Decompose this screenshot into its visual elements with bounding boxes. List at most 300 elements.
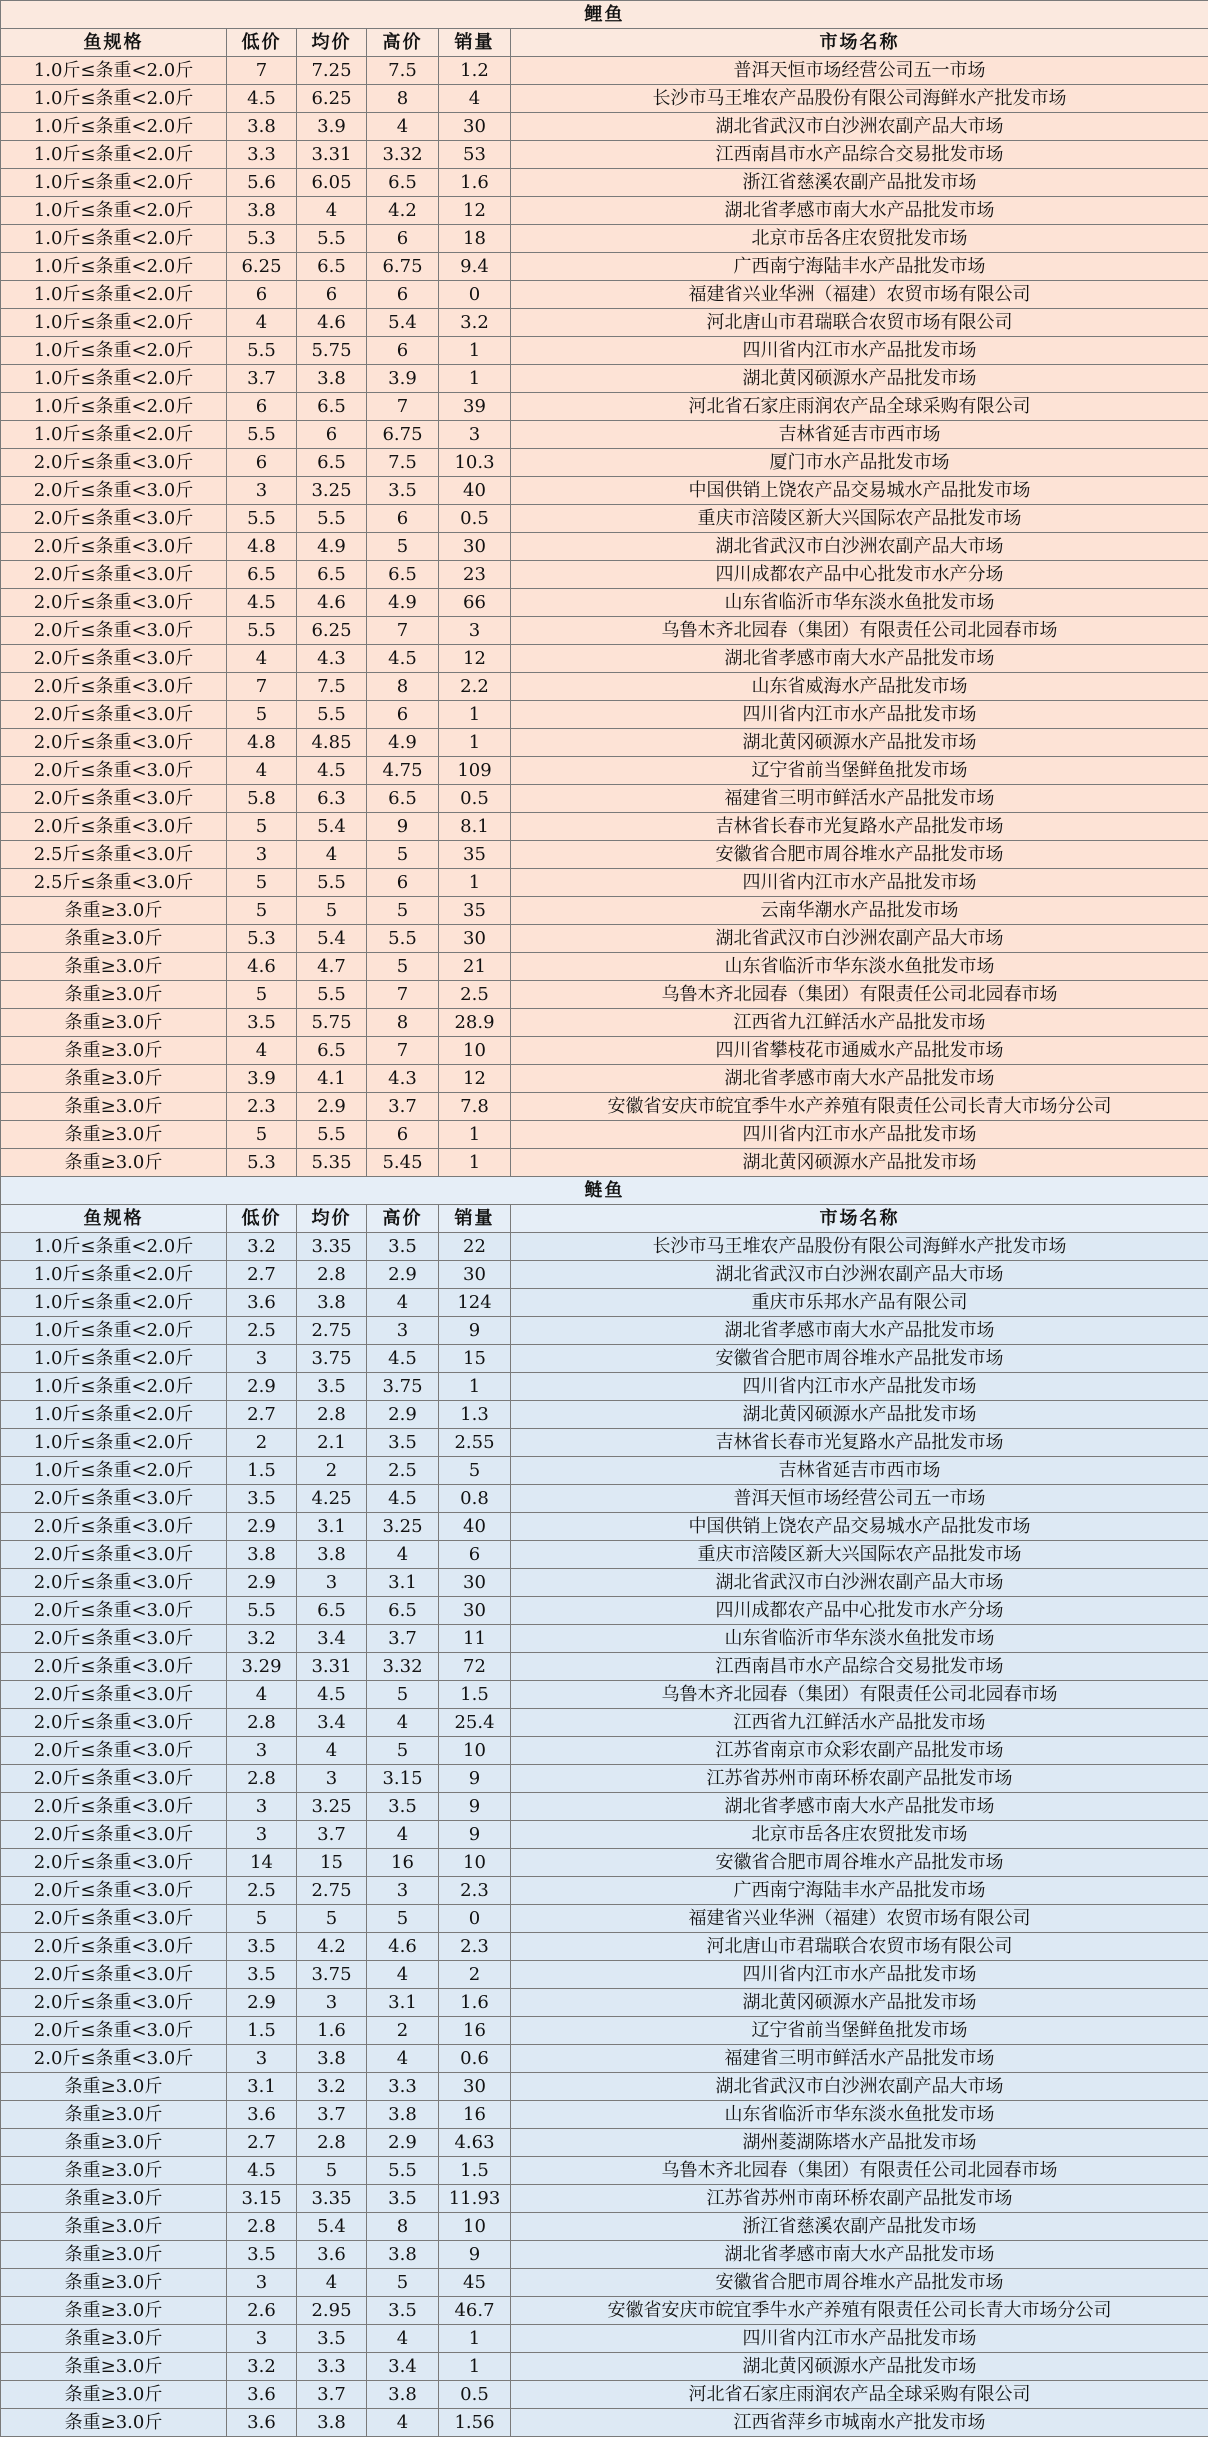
low-price-cell: 3.5: [227, 1933, 297, 1961]
high-price-cell: 3.5: [367, 477, 439, 505]
high-price-cell: 6: [367, 505, 439, 533]
volume-cell: 9: [439, 1793, 511, 1821]
low-price-cell: 3: [227, 1345, 297, 1373]
volume-cell: 3.2: [439, 309, 511, 337]
volume-cell: 1.56: [439, 2409, 511, 2437]
spec-cell: 条重≥3.0斤: [1, 897, 227, 925]
high-price-cell: 4.5: [367, 1485, 439, 1513]
market-name-cell: 湖北黄冈硕源水产品批发市场: [511, 729, 1208, 757]
low-price-cell: 3.8: [227, 113, 297, 141]
volume-cell: 9: [439, 1317, 511, 1345]
spec-cell: 2.0斤≤条重<3.0斤: [1, 701, 227, 729]
table-row: [1, 1261, 1208, 1289]
high-price-cell: 3.3: [367, 2073, 439, 2101]
volume-cell: 9.4: [439, 253, 511, 281]
volume-cell: 46.7: [439, 2297, 511, 2325]
spec-cell: 条重≥3.0斤: [1, 1149, 227, 1177]
spec-cell: 2.0斤≤条重<3.0斤: [1, 617, 227, 645]
spec-cell: 2.0斤≤条重<3.0斤: [1, 813, 227, 841]
market-name-cell: 安徽省合肥市周谷堆水产品批发市场: [511, 1345, 1208, 1373]
table-row: [1, 701, 1208, 729]
volume-cell: 12: [439, 645, 511, 673]
header-row: [1, 1205, 1208, 1233]
spec-cell: 条重≥3.0斤: [1, 2185, 227, 2213]
volume-cell: 66: [439, 589, 511, 617]
table-row: [1, 197, 1208, 225]
spec-cell: 1.0斤≤条重<2.0斤: [1, 253, 227, 281]
market-name-cell: 湖北省孝感市南大水产品批发市场: [511, 1793, 1208, 1821]
low-price-cell: 6.5: [227, 561, 297, 589]
high-price-cell: 3.75: [367, 1373, 439, 1401]
high-price-cell: 3.1: [367, 1989, 439, 2017]
high-price-cell: 7.5: [367, 57, 439, 85]
spec-cell: 1.0斤≤条重<2.0斤: [1, 309, 227, 337]
high-price-cell: 3.8: [367, 2241, 439, 2269]
low-price-cell: 7: [227, 57, 297, 85]
high-price-cell: 5.5: [367, 925, 439, 953]
avg-price-cell: 3.35: [297, 1233, 367, 1261]
market-name-cell: 浙江省慈溪农副产品批发市场: [511, 169, 1208, 197]
high-price-cell: 5: [367, 1737, 439, 1765]
market-name-cell: 乌鲁木齐北园春（集团）有限责任公司北园春市场: [511, 2157, 1208, 2185]
table-row: [1, 645, 1208, 673]
avg-price-cell: 4.3: [297, 645, 367, 673]
low-price-cell: 5.3: [227, 1149, 297, 1177]
table-row: [1, 841, 1208, 869]
low-price-cell: 6: [227, 281, 297, 309]
avg-price-cell: 3.5: [297, 2325, 367, 2353]
low-price-cell: 3: [227, 477, 297, 505]
high-price-cell: 5.45: [367, 1149, 439, 1177]
avg-price-cell: 5.5: [297, 701, 367, 729]
spec-header: 鱼规格: [1, 29, 227, 57]
high-price-cell: 4: [367, 2045, 439, 2073]
low-price-cell: 2.6: [227, 2297, 297, 2325]
high-price-cell: 7.5: [367, 449, 439, 477]
high-price-cell: 5: [367, 1681, 439, 1709]
high-price-cell: 7: [367, 1037, 439, 1065]
spec-cell: 2.0斤≤条重<3.0斤: [1, 1653, 227, 1681]
high-price-cell: 3.7: [367, 1625, 439, 1653]
avg-price-cell: 6.05: [297, 169, 367, 197]
high-price-cell: 6.5: [367, 561, 439, 589]
market-name-cell: 湖北省武汉市白沙洲农副产品大市场: [511, 1261, 1208, 1289]
avg-price-cell: 6.5: [297, 393, 367, 421]
low-price-cell: 7: [227, 673, 297, 701]
low-price-cell: 3.7: [227, 365, 297, 393]
table-row: [1, 589, 1208, 617]
high-price-header: 高价: [367, 29, 439, 57]
table-row: [1, 113, 1208, 141]
avg-price-cell: 5.5: [297, 505, 367, 533]
volume-cell: 2.5: [439, 981, 511, 1009]
table-row: [1, 1765, 1208, 1793]
market-name-cell: 湖州菱湖陈塔水产品批发市场: [511, 2129, 1208, 2157]
low-price-cell: 3.5: [227, 1961, 297, 1989]
low-price-cell: 4.5: [227, 589, 297, 617]
spec-cell: 条重≥3.0斤: [1, 1093, 227, 1121]
spec-cell: 1.0斤≤条重<2.0斤: [1, 141, 227, 169]
avg-price-cell: 3.75: [297, 1345, 367, 1373]
avg-price-cell: 6.3: [297, 785, 367, 813]
spec-cell: 条重≥3.0斤: [1, 2241, 227, 2269]
low-price-cell: 5.3: [227, 925, 297, 953]
low-price-cell: 4: [227, 309, 297, 337]
market-name-cell: 吉林省长春市光复路水产品批发市场: [511, 813, 1208, 841]
spec-cell: 条重≥3.0斤: [1, 1009, 227, 1037]
table-row: [1, 785, 1208, 813]
spec-cell: 2.0斤≤条重<3.0斤: [1, 1933, 227, 1961]
volume-cell: 0: [439, 281, 511, 309]
spec-cell: 2.5斤≤条重<3.0斤: [1, 869, 227, 897]
table-row: [1, 2297, 1208, 2325]
volume-cell: 30: [439, 1569, 511, 1597]
market-name-header: 市场名称: [511, 29, 1208, 57]
table-row: [1, 1093, 1208, 1121]
volume-cell: 1.6: [439, 1989, 511, 2017]
spec-cell: 2.0斤≤条重<3.0斤: [1, 505, 227, 533]
high-price-cell: 3.5: [367, 2185, 439, 2213]
low-price-header: 低价: [227, 29, 297, 57]
spec-cell: 2.0斤≤条重<3.0斤: [1, 1793, 227, 1821]
market-name-cell: 湖北省孝感市南大水产品批发市场: [511, 1065, 1208, 1093]
high-price-cell: 4.9: [367, 729, 439, 757]
low-price-cell: 2: [227, 1429, 297, 1457]
avg-price-cell: 3.1: [297, 1513, 367, 1541]
volume-cell: 28.9: [439, 1009, 511, 1037]
low-price-cell: 4.8: [227, 533, 297, 561]
high-price-cell: 4.6: [367, 1933, 439, 1961]
table-row: [1, 57, 1208, 85]
spec-cell: 条重≥3.0斤: [1, 2073, 227, 2101]
volume-cell: 1.2: [439, 57, 511, 85]
low-price-cell: 3: [227, 1737, 297, 1765]
low-price-cell: 5.5: [227, 617, 297, 645]
low-price-cell: 3.6: [227, 2409, 297, 2437]
market-name-cell: 吉林省延吉市西市场: [511, 421, 1208, 449]
volume-cell: 1: [439, 1121, 511, 1149]
market-name-cell: 湖北黄冈硕源水产品批发市场: [511, 1401, 1208, 1429]
table-row: [1, 2353, 1208, 2381]
high-price-cell: 6: [367, 337, 439, 365]
spec-cell: 2.0斤≤条重<3.0斤: [1, 1709, 227, 1737]
high-price-cell: 3.5: [367, 2297, 439, 2325]
low-price-cell: 2.7: [227, 1261, 297, 1289]
market-name-header: 市场名称: [511, 1205, 1208, 1233]
low-price-cell: 3.2: [227, 1233, 297, 1261]
low-price-cell: 14: [227, 1849, 297, 1877]
high-price-cell: 8: [367, 85, 439, 113]
avg-price-cell: 4.25: [297, 1485, 367, 1513]
market-name-cell: 北京市岳各庄农贸批发市场: [511, 225, 1208, 253]
low-price-cell: 4: [227, 1037, 297, 1065]
table-row: [1, 253, 1208, 281]
volume-cell: 12: [439, 1065, 511, 1093]
market-name-cell: 江西南昌市水产品综合交易批发市场: [511, 1653, 1208, 1681]
table-row: [1, 1681, 1208, 1709]
volume-cell: 30: [439, 925, 511, 953]
volume-cell: 23: [439, 561, 511, 589]
table-row: [1, 2129, 1208, 2157]
market-name-cell: 江西南昌市水产品综合交易批发市场: [511, 141, 1208, 169]
low-price-cell: 5: [227, 981, 297, 1009]
avg-price-cell: 7.5: [297, 673, 367, 701]
high-price-cell: 4: [367, 1961, 439, 1989]
avg-price-cell: 5.75: [297, 337, 367, 365]
avg-price-cell: 4.6: [297, 589, 367, 617]
low-price-cell: 2.3: [227, 1093, 297, 1121]
silver-carp-section: [1, 1177, 1208, 2437]
avg-price-cell: 3.8: [297, 2045, 367, 2073]
volume-cell: 30: [439, 533, 511, 561]
market-name-cell: 四川省内江市水产品批发市场: [511, 1121, 1208, 1149]
avg-price-cell: 3.31: [297, 1653, 367, 1681]
high-price-cell: 6.5: [367, 1597, 439, 1625]
high-price-cell: 6.75: [367, 421, 439, 449]
table-row: [1, 281, 1208, 309]
avg-price-cell: 3.4: [297, 1709, 367, 1737]
low-price-cell: 3: [227, 1793, 297, 1821]
volume-cell: 9: [439, 1821, 511, 1849]
low-price-cell: 5.8: [227, 785, 297, 813]
table-row: [1, 1989, 1208, 2017]
market-name-cell: 湖北省武汉市白沙洲农副产品大市场: [511, 1569, 1208, 1597]
low-price-cell: 5.5: [227, 1597, 297, 1625]
volume-header: 销量: [439, 29, 511, 57]
table-row: [1, 1065, 1208, 1093]
low-price-cell: 5: [227, 869, 297, 897]
avg-price-cell: 15: [297, 1849, 367, 1877]
volume-cell: 1: [439, 729, 511, 757]
table-row: [1, 729, 1208, 757]
spec-cell: 2.0斤≤条重<3.0斤: [1, 1681, 227, 1709]
market-name-cell: 四川省内江市水产品批发市场: [511, 2325, 1208, 2353]
table-row: [1, 309, 1208, 337]
spec-cell: 1.0斤≤条重<2.0斤: [1, 1233, 227, 1261]
market-name-cell: 重庆市涪陵区新大兴国际农产品批发市场: [511, 1541, 1208, 1569]
avg-price-cell: 4.9: [297, 533, 367, 561]
volume-cell: 18: [439, 225, 511, 253]
avg-price-cell: 3.9: [297, 113, 367, 141]
table-row: [1, 365, 1208, 393]
table-row: [1, 757, 1208, 785]
volume-cell: 35: [439, 897, 511, 925]
market-name-cell: 湖北黄冈硕源水产品批发市场: [511, 2353, 1208, 2381]
volume-cell: 10.3: [439, 449, 511, 477]
spec-cell: 2.0斤≤条重<3.0斤: [1, 1569, 227, 1597]
avg-price-cell: 3.6: [297, 2241, 367, 2269]
high-price-cell: 3.9: [367, 365, 439, 393]
table-row: [1, 1009, 1208, 1037]
table-row: [1, 2045, 1208, 2073]
low-price-cell: 2.5: [227, 1317, 297, 1345]
volume-cell: 1: [439, 337, 511, 365]
table-row: [1, 1457, 1208, 1485]
high-price-cell: 5: [367, 953, 439, 981]
volume-cell: 2.2: [439, 673, 511, 701]
low-price-cell: 2.9: [227, 1373, 297, 1401]
high-price-cell: 2.9: [367, 2129, 439, 2157]
avg-price-cell: 4.1: [297, 1065, 367, 1093]
market-name-cell: 江苏省苏州市南环桥农副产品批发市场: [511, 2185, 1208, 2213]
avg-price-cell: 2.8: [297, 1401, 367, 1429]
volume-cell: 2: [439, 1961, 511, 1989]
spec-cell: 条重≥3.0斤: [1, 2129, 227, 2157]
low-price-cell: 1.5: [227, 2017, 297, 2045]
header-row: [1, 29, 1208, 57]
table-row: [1, 2213, 1208, 2241]
avg-price-cell: 2.75: [297, 1317, 367, 1345]
high-price-cell: 6: [367, 225, 439, 253]
low-price-cell: 2.8: [227, 2213, 297, 2241]
market-name-cell: 山东省临沂市华东淡水鱼批发市场: [511, 953, 1208, 981]
market-name-cell: 江西省九江鲜活水产品批发市场: [511, 1709, 1208, 1737]
high-price-cell: 8: [367, 673, 439, 701]
spec-cell: 条重≥3.0斤: [1, 925, 227, 953]
table-row: [1, 169, 1208, 197]
spec-cell: 2.0斤≤条重<3.0斤: [1, 1541, 227, 1569]
market-name-cell: 广西南宁海陆丰水产品批发市场: [511, 253, 1208, 281]
table-row: [1, 477, 1208, 505]
avg-price-cell: 3.7: [297, 1821, 367, 1849]
market-name-cell: 河北省石家庄雨润农产品全球采购有限公司: [511, 2381, 1208, 2409]
table-row: [1, 897, 1208, 925]
avg-price-cell: 6.25: [297, 617, 367, 645]
high-price-cell: 6.75: [367, 253, 439, 281]
low-price-cell: 3.3: [227, 141, 297, 169]
low-price-cell: 2.8: [227, 1709, 297, 1737]
table-row: [1, 1737, 1208, 1765]
volume-cell: 15: [439, 1345, 511, 1373]
spec-cell: 2.0斤≤条重<3.0斤: [1, 645, 227, 673]
avg-price-cell: 5.4: [297, 925, 367, 953]
market-name-cell: 长沙市马王堆农产品股份有限公司海鲜水产批发市场: [511, 1233, 1208, 1261]
spec-cell: 2.0斤≤条重<3.0斤: [1, 1597, 227, 1625]
spec-cell: 1.0斤≤条重<2.0斤: [1, 1345, 227, 1373]
market-name-cell: 重庆市乐邦水产品有限公司: [511, 1289, 1208, 1317]
avg-price-cell: 5: [297, 2157, 367, 2185]
avg-price-cell: 3.5: [297, 1373, 367, 1401]
avg-price-cell: 4.5: [297, 757, 367, 785]
high-price-cell: 3: [367, 1317, 439, 1345]
avg-price-cell: 5.5: [297, 869, 367, 897]
table-row: [1, 533, 1208, 561]
volume-cell: 0.5: [439, 2381, 511, 2409]
volume-cell: 9: [439, 2241, 511, 2269]
spec-cell: 1.0斤≤条重<2.0斤: [1, 365, 227, 393]
table-row: [1, 1821, 1208, 1849]
high-price-cell: 3.7: [367, 1093, 439, 1121]
market-name-cell: 乌鲁木齐北园春（集团）有限责任公司北园春市场: [511, 1681, 1208, 1709]
low-price-cell: 3.15: [227, 2185, 297, 2213]
high-price-cell: 2: [367, 2017, 439, 2045]
low-price-cell: 3: [227, 2325, 297, 2353]
market-name-cell: 福建省三明市鲜活水产品批发市场: [511, 2045, 1208, 2073]
table-row: [1, 1793, 1208, 1821]
market-name-cell: 安徽省合肥市周谷堆水产品批发市场: [511, 1849, 1208, 1877]
table-row: [1, 1653, 1208, 1681]
spec-cell: 2.5斤≤条重<3.0斤: [1, 841, 227, 869]
spec-cell: 条重≥3.0斤: [1, 981, 227, 1009]
volume-cell: 2.55: [439, 1429, 511, 1457]
volume-cell: 10: [439, 2213, 511, 2241]
volume-cell: 1.5: [439, 2157, 511, 2185]
spec-cell: 条重≥3.0斤: [1, 2269, 227, 2297]
high-price-cell: 6.5: [367, 785, 439, 813]
high-price-cell: 2.5: [367, 1457, 439, 1485]
low-price-cell: 4.8: [227, 729, 297, 757]
market-name-cell: 普洱天恒市场经营公司五一市场: [511, 1485, 1208, 1513]
avg-price-cell: 1.6: [297, 2017, 367, 2045]
table-row: [1, 617, 1208, 645]
low-price-cell: 3.2: [227, 2353, 297, 2381]
table-row: [1, 2017, 1208, 2045]
spec-cell: 条重≥3.0斤: [1, 1065, 227, 1093]
avg-price-cell: 6.5: [297, 449, 367, 477]
low-price-cell: 5: [227, 701, 297, 729]
spec-cell: 条重≥3.0斤: [1, 2325, 227, 2353]
high-price-cell: 6: [367, 869, 439, 897]
high-price-cell: 4: [367, 2409, 439, 2437]
volume-cell: 2.3: [439, 1933, 511, 1961]
high-price-cell: 9: [367, 813, 439, 841]
market-name-cell: 山东省临沂市华东淡水鱼批发市场: [511, 2101, 1208, 2129]
volume-cell: 1: [439, 869, 511, 897]
spec-cell: 2.0斤≤条重<3.0斤: [1, 785, 227, 813]
avg-price-cell: 2.75: [297, 1877, 367, 1905]
volume-cell: 6: [439, 1541, 511, 1569]
market-name-cell: 长沙市马王堆农产品股份有限公司海鲜水产批发市场: [511, 85, 1208, 113]
market-name-cell: 湖北省孝感市南大水产品批发市场: [511, 197, 1208, 225]
avg-price-cell: 3.7: [297, 2101, 367, 2129]
market-name-cell: 中国供销上饶农产品交易城水产品批发市场: [511, 477, 1208, 505]
high-price-cell: 5.4: [367, 309, 439, 337]
avg-price-cell: 3.31: [297, 141, 367, 169]
avg-price-cell: 3.25: [297, 1793, 367, 1821]
volume-cell: 3: [439, 617, 511, 645]
low-price-cell: 4: [227, 1681, 297, 1709]
high-price-cell: 4.9: [367, 589, 439, 617]
table-row: [1, 225, 1208, 253]
market-name-cell: 四川成都农产品中心批发市水产分场: [511, 1597, 1208, 1625]
avg-price-cell: 6: [297, 281, 367, 309]
market-name-cell: 中国供销上饶农产品交易城水产品批发市场: [511, 1513, 1208, 1541]
volume-cell: 39: [439, 393, 511, 421]
low-price-cell: 6: [227, 393, 297, 421]
table-row: [1, 85, 1208, 113]
high-price-cell: 2.9: [367, 1261, 439, 1289]
high-price-cell: 3.25: [367, 1513, 439, 1541]
avg-price-header: 均价: [297, 29, 367, 57]
high-price-cell: 2.9: [367, 1401, 439, 1429]
avg-price-cell: 2.95: [297, 2297, 367, 2325]
volume-cell: 30: [439, 1261, 511, 1289]
spec-cell: 1.0斤≤条重<2.0斤: [1, 1289, 227, 1317]
low-price-cell: 3.5: [227, 1009, 297, 1037]
low-price-cell: 5: [227, 813, 297, 841]
low-price-cell: 4: [227, 645, 297, 673]
low-price-cell: 4.5: [227, 85, 297, 113]
avg-price-cell: 3: [297, 1569, 367, 1597]
market-name-cell: 重庆市涪陵区新大兴国际农产品批发市场: [511, 505, 1208, 533]
market-name-cell: 湖北省孝感市南大水产品批发市场: [511, 2241, 1208, 2269]
spec-cell: 2.0斤≤条重<3.0斤: [1, 1989, 227, 2017]
volume-cell: 1.3: [439, 1401, 511, 1429]
market-name-cell: 湖北黄冈硕源水产品批发市场: [511, 1989, 1208, 2017]
spec-cell: 条重≥3.0斤: [1, 2409, 227, 2437]
section-title-row: [1, 1, 1208, 29]
avg-price-cell: 6.25: [297, 85, 367, 113]
